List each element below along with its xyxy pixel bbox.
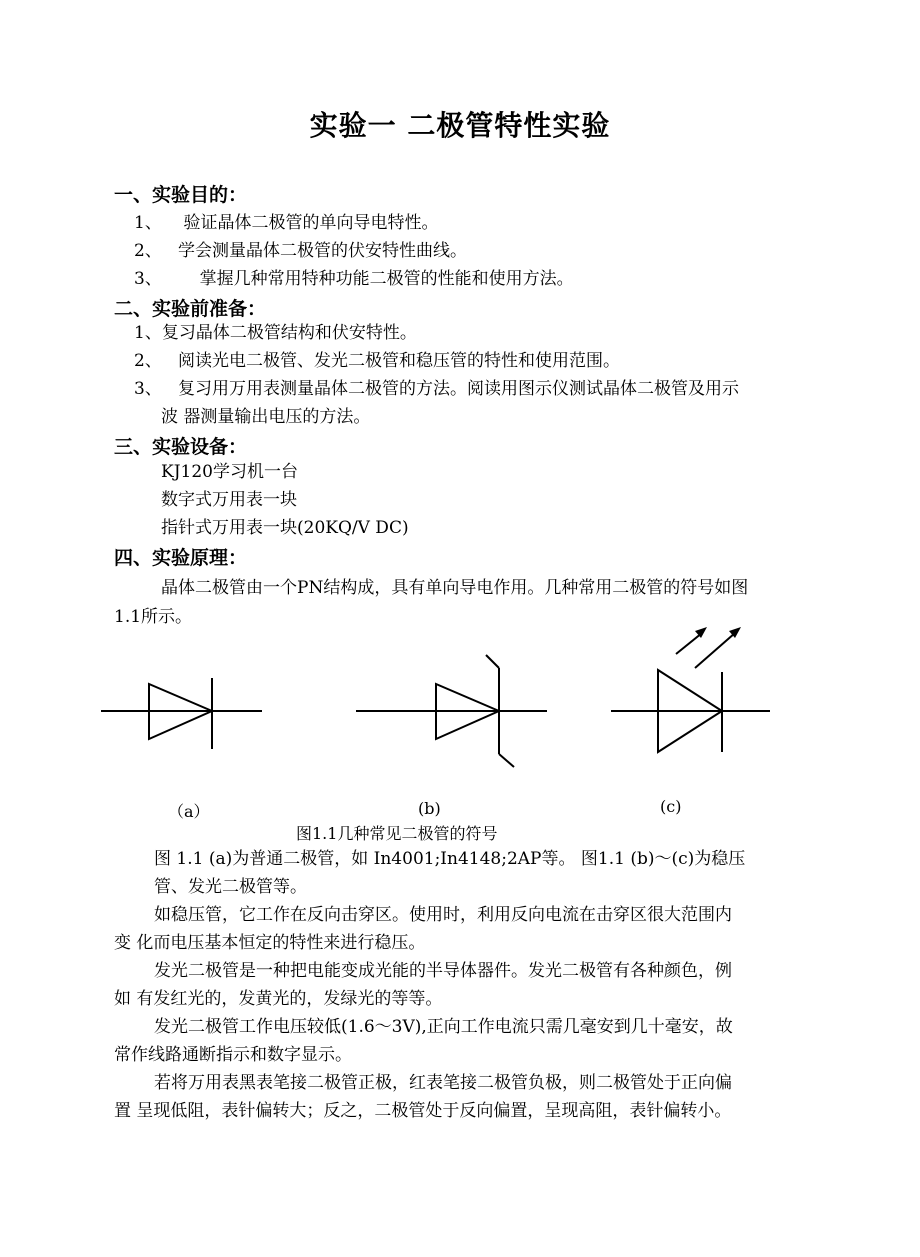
section-heading-preparation: 二、实验前准备： bbox=[114, 298, 267, 320]
paragraph-line: 常作线路通断指示和数字显示。 bbox=[114, 1045, 352, 1065]
led-symbol-c bbox=[611, 633, 770, 752]
list-number: 2、 bbox=[134, 351, 162, 371]
section-heading-principle: 四、实验原理： bbox=[114, 547, 248, 569]
paragraph-line: 置 呈现低阻，表针偏转大；反之，二极管处于反向偏置，呈现高阻，表针偏转小。 bbox=[114, 1101, 732, 1121]
diode-symbols-figure bbox=[0, 620, 920, 800]
list-text: 验证晶体二极管的单向导电特性。 bbox=[183, 213, 439, 233]
list-text: 学会测量晶体二极管的伏安特性曲线。 bbox=[178, 241, 468, 261]
list-text: 掌握几种常用特种功能二极管的性能和使用方法。 bbox=[199, 269, 574, 289]
figure-label-a: （a） bbox=[168, 802, 210, 821]
paragraph-line: 如 有发红光的，发黄光的，发绿光的等等。 bbox=[114, 989, 443, 1009]
paragraph-line: 若将万用表黑表笔接二极管正极，红表笔接二极管负极，则二极管处于正向偏 bbox=[154, 1073, 732, 1093]
list-number: 1、 bbox=[134, 213, 162, 233]
paragraph-line: 晶体二极管由一个PN结构成，具有单向导电作用。几种常用二极管的符号如图 bbox=[161, 578, 749, 598]
equipment-item: KJ120学习机一台 bbox=[161, 462, 298, 482]
paragraph-line: 如稳压管，它工作在反向击穿区。使用时，利用反向电流在击穿区很大范围内 bbox=[154, 905, 732, 925]
list-number: 3、 bbox=[134, 269, 162, 289]
paragraph-line: 变 化而电压基本恒定的特性来进行稳压。 bbox=[114, 933, 426, 953]
list-number: 3、 bbox=[134, 379, 162, 399]
light-arrow-icon bbox=[695, 627, 741, 638]
list-text: 复习用万用表测量晶体二极管的方法。阅读用图示仪测试晶体二极管及用示 bbox=[178, 379, 740, 399]
section-heading-equipment: 三、实验设备： bbox=[114, 436, 248, 458]
list-item bbox=[134, 378, 739, 400]
list-number: 1、 bbox=[134, 323, 162, 343]
list-number: 2、 bbox=[134, 241, 162, 261]
page-title: 实验一 二极管特性实验 bbox=[309, 109, 611, 142]
figure-caption: 图1.1几种常见二极管的符号 bbox=[296, 824, 498, 843]
list-item bbox=[134, 268, 574, 290]
list-text: 复习晶体二极管结构和伏安特性。 bbox=[161, 323, 417, 343]
paragraph-line: 发光二极管是一种把电能变成光能的半导体器件。发光二极管有各种颜色，例 bbox=[154, 961, 732, 981]
list-item bbox=[134, 350, 620, 372]
list-item bbox=[134, 322, 417, 344]
equipment-item: 指针式万用表一块(20KQ/V DC) bbox=[161, 518, 409, 538]
figure-label-c: (c) bbox=[660, 797, 682, 816]
diode-symbol-a bbox=[101, 678, 262, 749]
list-item-continuation: 波 器测量输出电压的方法。 bbox=[161, 407, 371, 427]
figure-label-b: (b) bbox=[418, 799, 441, 818]
paragraph-line: 1.1所示。 bbox=[114, 607, 193, 627]
list-item bbox=[134, 240, 467, 262]
paragraph-line: 管、发光二极管等。 bbox=[154, 877, 307, 897]
list-item bbox=[134, 212, 438, 234]
paragraph-line: 图 1.1 (a)为普通二极管，如 In4001;In4148;2AP等。 图1.1 (b)～(c)为稳压 bbox=[154, 849, 746, 869]
section-heading-purpose: 一、实验目的： bbox=[114, 184, 248, 206]
equipment-item: 数字式万用表一块 bbox=[161, 490, 297, 510]
zener-diode-symbol-b bbox=[356, 655, 547, 767]
list-text: 阅读光电二极管、发光二极管和稳压管的特性和使用范围。 bbox=[178, 351, 621, 371]
paragraph-line: 发光二极管工作电压较低(1.6～3V),正向工作电流只需几毫安到几十毫安，故 bbox=[154, 1017, 733, 1037]
